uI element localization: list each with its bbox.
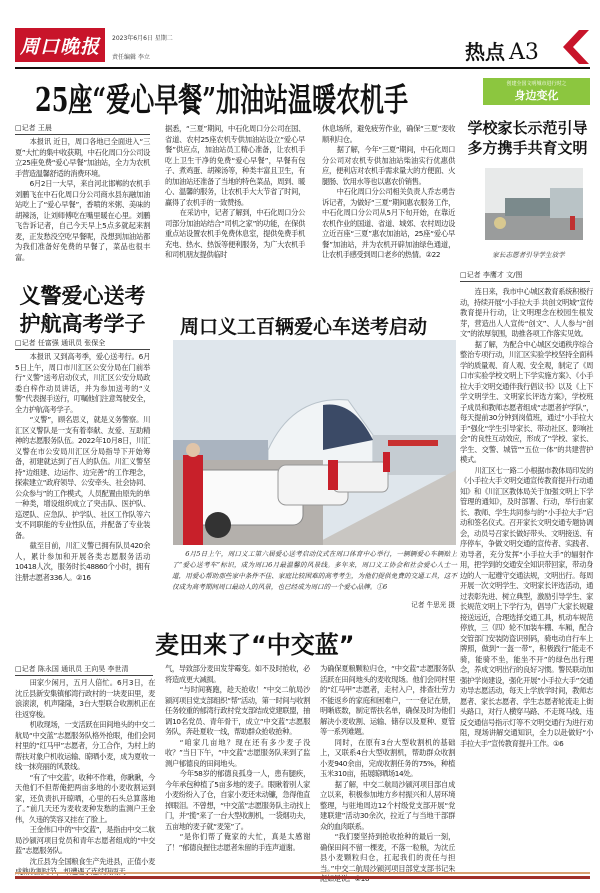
- footer-rule-dark: [15, 876, 590, 879]
- paragraph: 本报讯 又到高考季，爱心送考行。6月5日上午，周口市川汇区公安分局在门前举行“义警”送考启动仪式，川汇区公安分局政委白梓作动员讲话，并为参加送考的“义警”代表握手送行，叮嘱他们注意驾驶安全，全力护航高考学子。: [15, 352, 150, 414]
- paragraph: 据悉，“三夏”期间，中石化周口分公司在国、省道、农村25座农机专供加油站设立“爱心早餐”供应点，加油站员工精心准备，让农机手吃上卫生干净的免费“爱心早餐”，早餐有包子、煮鸡蛋、胡辣汤等，种类丰富且卫生，有的加油站还准备了当地的特色菜品，周到、暖心、温馨的服务，让农机手大大节省了时间，赢得了农机手的一致赞扬。: [165, 124, 305, 207]
- paragraph: 在采访中，记者了解到，中石化周口分公司部分加油站结合“司机之家”的功能，在保供重点站设置农机手免费休息室，提供免费手机充电、热水、热饭等便利服务，为广大农机手和司机朋友提供临时: [165, 208, 305, 259]
- paragraph: “义警”，顾名思义，就是义务警察。川汇区义警队是一支有着奉献、友爱、互助精神的志愿服务队伍。2022年10月8日，川汇义警在市公安局川汇区分局指导下开始筹备，初建就达到了百人的队伍。川汇义警坚持“边组建、边运作、边完善”的工作理念，探索建立“政府领导、公安牵头、社会协同、公众参与”的工作模式，人员配置由原先的单一种类，增设组织成立了突击队、医护队、巡逻队、应急队、护学队、社区工作队等六支不同职能的专业性队伍，并配备了专业装备。: [15, 415, 150, 540]
- paragraph: 截至目前，川汇义警已拥有队员420余人，累计参加和开展各类志愿服务活动10418人次，服务时长48860个小时，拥有注册志愿者336人。②16: [15, 541, 150, 582]
- sidebar-headline-line2: 多方携手共育文明: [467, 139, 588, 157]
- paragraph: 据了解，今年“三夏”期间，中石化周口分公司对农机专供加油站柴油实行优惠供应，便利店对农机手需求量大的方便面、火腿肠、饮用水等也以惠农价销售。: [322, 145, 455, 186]
- section-label: [465, 36, 539, 65]
- article4-col3: [320, 664, 455, 885]
- paragraph: 为确保夏粮颗粒归仓，“中交蓝”志愿服务队活跃在田间地头的麦收现场。他们会同村里的“红马甲”志愿者，走村入户，排查壮劳力不能返乡的家庭和困难户，一一登记在册，明晰底数，制定帮扶名单，确保及时为他们解决小麦收割、运输、储存以及夏种、夏管等一系列难题。: [320, 664, 455, 736]
- header-rule: [15, 67, 590, 69]
- paragraph: 同时，在原有3台大型收割机的基础上，又联系4台大型收割机，帮助群众收割小麦940余亩，完成收割任务的75%，种植玉米310亩，拓展晾晒场14处。: [320, 737, 455, 778]
- sidebar-headline: [460, 118, 595, 158]
- sidebar-body: [460, 287, 593, 749]
- article1-byline: □记者 王晨: [15, 123, 150, 135]
- editor-credit: 责任编辑 李立: [112, 54, 150, 61]
- paragraph: 据了解，为配合中心城区交通秩序综合整治专项行动，川汇区实验学校坚持全面科学的质量观、育人观、安全观，制定了《周口市实验学校文明上下学实施方案》、《小手拉大手文明交通伴我行倡议书》以及《上下学文明学生、文明家长评选方案》，学校班子成员和教师志愿者组成“志愿者护学队”，每天提前30分钟到岗值班，通过“小手拉大手”强化“学生引导家长、带动社区、影响社会”的良性互动效应，形成了“学校、家长、学生、交警、城管”“五位一体”的共建营护模式。: [460, 339, 593, 464]
- paragraph: 沈丘县为全国粮食生产先进县，正值小麦: [29, 856, 155, 866]
- article1-col2: [165, 124, 305, 261]
- sidebar-byline: □记者 李鹰才 文/图: [460, 270, 590, 282]
- page-number: A3: [509, 40, 539, 65]
- chevron-left-icon: [555, 30, 589, 64]
- article2-headline: [15, 282, 150, 338]
- article1-col1: [15, 137, 150, 263]
- article4-byline: □记者 陈永国 通讯员 王向昊 李世清: [15, 664, 153, 676]
- article4-headline: 麦田来了“中交蓝”: [155, 631, 355, 659]
- sidebar-photo-caption: 家长志愿者引导学生放学: [492, 251, 565, 259]
- paragraph: 机收现场，一支活跃在田间地头的中交二航局“中交蓝”志愿服务队格外抢眼，他们会同村里的“红马甲”志愿者，分工合作，为村上的帮扶对象户机收运输、晾晒小麦，成为夏收一线一抹亮丽的风景线。: [15, 720, 155, 771]
- article4-col1: [15, 678, 155, 878]
- paragraph: 气，导致部分麦田发芽霉变。如不及时抢收，必将造成更大减损。: [165, 664, 310, 684]
- series-box: [483, 78, 590, 105]
- paragraph: 川汇区七一路二小根据市教体局印发的《小手拉大手文明交通宣传教育提升行动通知》和《川汇区教体局关于加强文明上下学管理的通知》，及时部署、行动，举行由家长、教师、学生共同参与的“小手拉大手”启动和签名仪式。召开家长文明交通专题协调会，动员号召家长做好带头、文明接送、有序停车，争做文明交通的宣传者、实践者、劝导者，充分发挥“小手拉大手”的辐射作用，把学到的交通安全知识带回家，带动身边的人一起遵守交通法规，文明出行。每周开展一次文明学生、文明家长评选活动，通过表彰先进、树立典型，激励引导学生、家长规范文明上下学行为，倡导广大家长规避接送远近，合理选择交通工具，机动车规范停放，三（四）轮不加装车棚、车厢，配合交管部门安装防盗识别码，骑电动自行车上牌照，做到“一盔一带”，积极践行“能走不骑，能骑不坐，能坐不开”的绿色出行理念，养成文明出行的良好习惯。警民联动加强护学岗建设，强化开展“小手拉大手”交通劝导志愿活动，每天上学放学时间，教师志愿者、家长志愿者、学生志愿者轮流走上街头路口，对行人横穿马路、不走斑马线、违反交通信号指示灯等不文明交通行为进行劝阻，现场讲解交通知识，全力以赴做好“小手拉大手”宣传教育提升工作。①6: [460, 465, 593, 748]
- article4-col2: [165, 664, 310, 853]
- series-small: 创建全国文明城市进行时之: [506, 81, 567, 87]
- paragraph: 田家少闲月，五月人倍忙。6月3日，在沈丘县新安集镇郁湾行政村的一块麦田里，麦浪滚滚，机声隆隆，3台大型联合收割机正在往返穿梭。: [15, 678, 155, 719]
- article2-headline-line2: 护航高考学子: [19, 312, 146, 336]
- paragraph: 中石化周口分公司相关负责人乔志勇告诉记者，为做好“三夏”期间惠农服务工作，中石化周口分公司从5月下旬开始，在靠近农机作业的国道、省道、城郊、农村周边设立近百座“三夏”惠农加油站，25座“爱心早餐”加油站，并为农机开辟加油绿色通道，让农机手感受到周口老乡的热情。②22: [322, 187, 455, 259]
- paragraph: “有了‘中交蓝’，收种不作难，你瞅瞅，今天他们不但帮俺把两亩多地的小麦收割运到家，还负责扒开晾晒，心里的石头总算落地了。”前几天还为麦收麦种发愁的监测户王金伟，久违的笑容又挂在了脸上。: [15, 772, 155, 824]
- article1-col3: [322, 124, 455, 261]
- series-title: 身边变化: [514, 89, 559, 102]
- paragraph: 6月2日一大早，来自河北邯郸的农机手刘鹏飞在中石化周口分公司商水县东融加油站吃上了“爱心早餐”，香喷的米粥、美味的胡辣汤，让刘师傅吃在嘴里暖在心里。刘鹏飞告诉记者，自己今天早上5点多就起来割麦，正发愁没空吃早餐呢，没想到加油站都为我们准备好免费的早餐了，菜品也很丰富。: [15, 179, 150, 262]
- article1-headline: 25座“爱心早餐”加油站温暖农机手: [35, 80, 409, 120]
- paragraph: 今年58岁的郁德良孤身一人，患有腿疾，今年承包种植了5亩多地的麦子。眼瞅着别人家小麦纷纷入了仓，自家小麦还未动镰，急得他直掉眼泪。不曾想，“中交蓝”志愿服务队主动找上门，并“揽”来了一台大型收割机，一袋烟功夫，五亩地的麦子就“麦笼”了。: [165, 769, 310, 831]
- issue-date: 2023年6月6日 星期二: [112, 35, 173, 42]
- paragraph: “是你们帮了俺家的大忙，真是太感谢了！”郁德良握住志愿者朱留的手连声道谢。: [165, 832, 310, 852]
- paragraph: “与时间赛跑，趁天抢收！”中交二航局沙颍河项目党支部组织“帮”活动，第一时间与收割任务较重的郁湾行政村党支部结成党建联盟，抽调10名党员、青年骨干，成立“中交蓝”志愿服务队，奔赴夏收一线，帮助群众抢收抢种。: [165, 685, 310, 736]
- paragraph: “咱家几亩地？现在还有多少麦子没收？”当日下午，“中交蓝”志愿服务队来到了监测户郁德良的田间地头。: [165, 737, 310, 768]
- paragraph: “我们要坚持到抢收抢种的最后一刻，确保田间不留一棵麦，不落一粒粮，为沈丘县小麦颗粒归仓，扛起我们的责任与担当。”中交二航局沙颍河项目部党支部书记朱: [320, 832, 455, 873]
- paragraph: 休息场所，避免疲劳作业，确保“三夏”麦收顺利归仓。: [322, 124, 455, 144]
- article3-headline: 周口义工百辆爱心车送考启动: [180, 316, 428, 338]
- article2-byline: □记者 任富强 通讯员 张保全: [15, 338, 150, 350]
- sidebar-photo: [485, 168, 583, 240]
- newspaper-logo: 周口晚报: [15, 28, 105, 62]
- paragraph: 据了解，中交二航局沙颍河项目部自成立以来，积极参加地方乡村振兴和人居环境整理，与驻地周边12个村级党支部开展“党建联建”活动30余次，拉近了与当地干部群众的血肉联系。: [320, 779, 455, 831]
- photo-credit: 记者 牛思光 摄: [411, 601, 455, 609]
- article2-headline-line1: 义警爱心送考: [19, 284, 146, 308]
- article3-caption: 6月5日上午，周口义工第六届爱心送考启动仪式在周口体育中心举行，一辆辆爱心车辆贴上了“爱心送考车”标识，成为周口6月最温馨的风景线。多年来，周口义工协会和社会爱心人士一道，用爱心帮助那些家中条件不佳、家庭比较困难的高考考生，为他们提供免费的交通工具，这不仅成为高考期间周口最动人的风景，也已经成为周口的一个爱心品牌。①6: [172, 550, 457, 591]
- sidebar-headline-line1: 学校家长示范引导: [467, 119, 588, 137]
- article3-photo: [173, 340, 456, 545]
- paragraph: 本报讯 近日，周口各地已全面进入“三夏”大忙的集中收获期，中石化周口分公司设立25座免费“爱心早餐”加油站，全力为农机手营造温馨舒适的消费环境。: [15, 137, 150, 178]
- paragraph: 连日来，我市中心城区教育系统积极行动，持续开展“小手拉大手 共创文明城”宣传教育提升行动，让文明理念在校园生根发芽，营造出人人宣传“创文”、人人参与“创文”的浓厚氛围，助推各项工作落实见效。: [460, 287, 593, 338]
- section-name: 热点: [465, 40, 505, 64]
- article2-body: [15, 352, 150, 583]
- paragraph: 王金伟口中的“中交蓝”，是指由中交二航局沙颍河项目党员和青年志愿者组成的“中交蓝”志愿服务队。: [15, 825, 155, 855]
- footer-rule-light: [15, 872, 590, 874]
